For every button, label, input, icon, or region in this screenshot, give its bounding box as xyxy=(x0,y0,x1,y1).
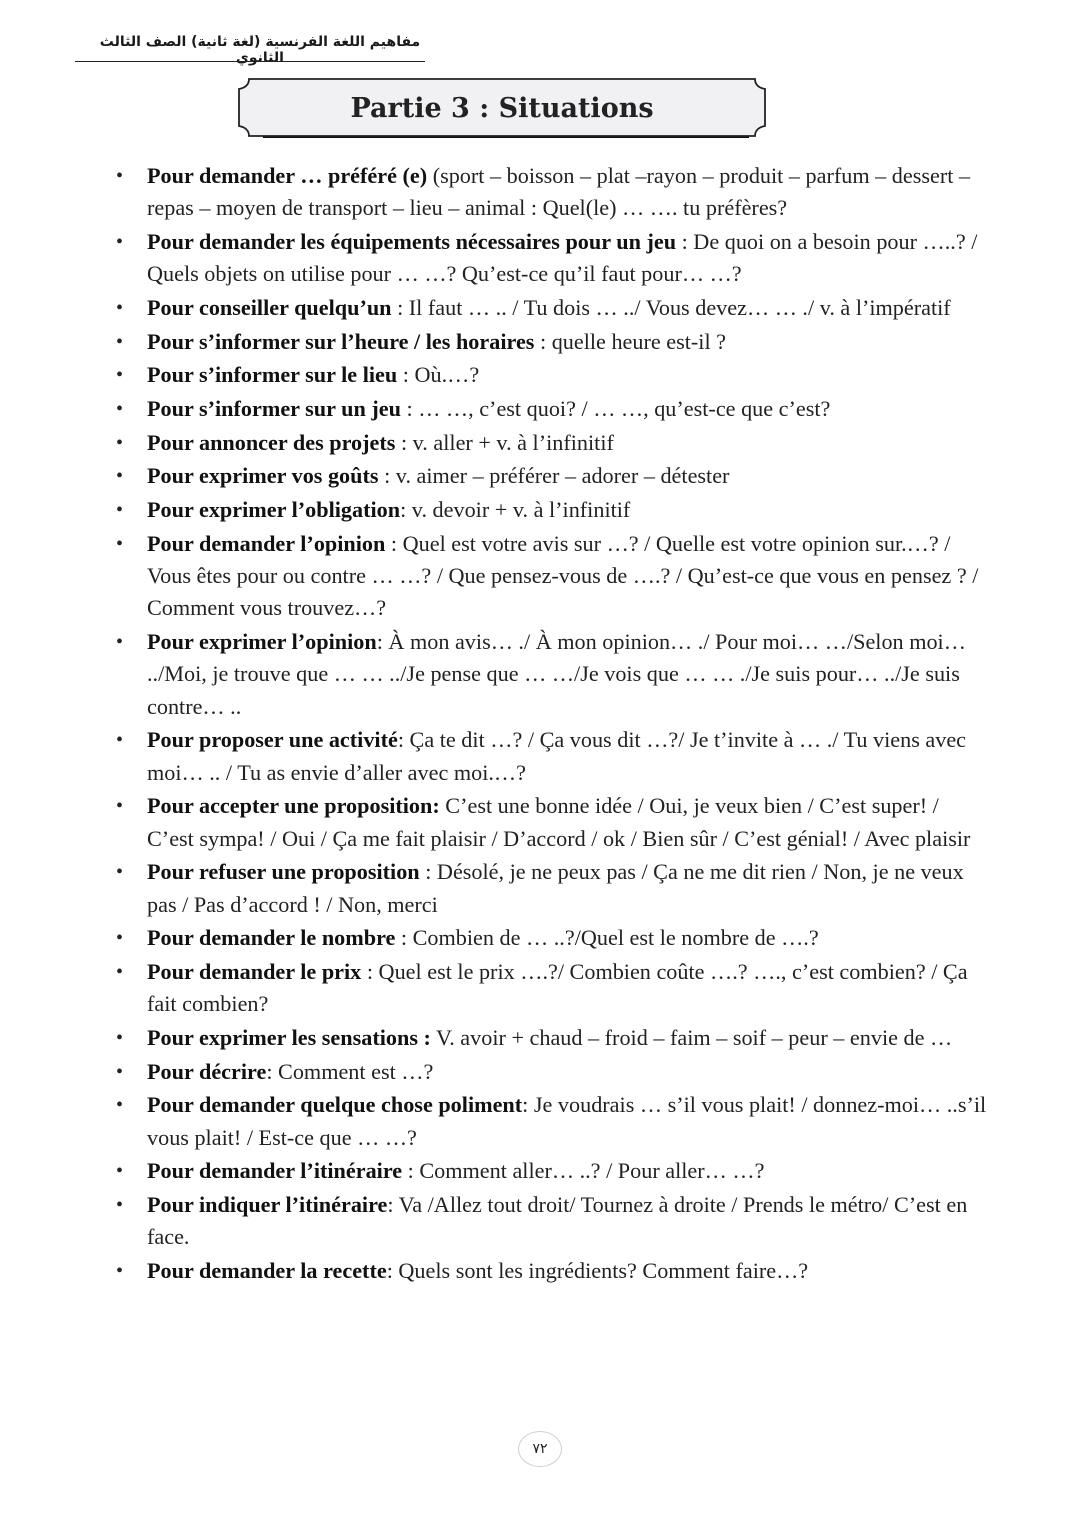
bullet-icon: • xyxy=(116,927,124,950)
item-text: : Quels sont les ingrédients? Comment faire…? xyxy=(386,1258,809,1283)
item-text: : quelle heure est-il ? xyxy=(534,328,727,354)
item-text: : Combien de … ..?/Quel est le nombre de ….? xyxy=(395,925,819,951)
bullet-icon: • xyxy=(116,631,124,654)
bullet-icon: • xyxy=(116,861,124,884)
item-label: Pour accepter une proposition: xyxy=(147,793,440,819)
item-label: Pour exprimer les sensations : xyxy=(147,1024,431,1050)
item-text: : Quel est le prix ….?/ Combien coûte ….? …., c’est combien? / Ça fait combien? xyxy=(147,958,968,1017)
item-text: : v. aller + v. à l’infinitif xyxy=(395,429,614,455)
item-label: Pour exprimer l’opinion xyxy=(147,629,377,655)
list-item xyxy=(110,956,990,1021)
item-text: : v. devoir + v. à l’infinitif xyxy=(400,497,631,523)
item-label: Pour exprimer vos goûts xyxy=(147,463,379,489)
bullet-icon: • xyxy=(116,431,124,454)
list-item xyxy=(110,922,990,954)
bullet-icon: • xyxy=(116,465,124,488)
item-label: Pour refuser une proposition xyxy=(147,859,420,885)
list-item xyxy=(110,393,990,425)
item-label: Pour décrire xyxy=(147,1058,267,1084)
bullet-icon: • xyxy=(116,960,124,983)
item-text: C’est une bonne idée / Oui, je veux bien / C’est super! / C’est sympa! / Oui / Ça me fait plaisir / D’accord / ok / Bien sûr / C’est génial! / Avec plaisir xyxy=(147,793,971,851)
item-label: Pour proposer une activité xyxy=(147,727,398,753)
list-item xyxy=(110,226,990,291)
item-text: : De quoi on a besoin pour …..? / Quels objets on utilise pour … …? Qu’est-ce qu’il faut pour… …? xyxy=(147,228,978,287)
bullet-icon: • xyxy=(116,230,124,253)
item-label: Pour s’informer sur un jeu xyxy=(147,396,401,422)
bullet-icon: • xyxy=(116,1060,124,1083)
list-item xyxy=(110,1155,990,1187)
bullet-icon: • xyxy=(116,729,124,752)
item-label: Pour demander l’opinion xyxy=(147,530,386,556)
item-text: : Comment est …? xyxy=(266,1058,434,1084)
item-text: : Comment aller… ..? / Pour aller… …? xyxy=(402,1158,765,1184)
bullet-icon: • xyxy=(116,1026,124,1049)
item-label: Pour s’informer sur le lieu xyxy=(147,362,398,388)
list-item xyxy=(110,1089,990,1154)
list-item xyxy=(110,292,990,324)
bullet-icon: • xyxy=(116,1094,124,1117)
list-item xyxy=(110,427,990,459)
list-item xyxy=(110,460,990,492)
item-label: Pour s’informer sur l’heure / les horaires xyxy=(147,328,535,354)
item-text: : Où.…? xyxy=(397,362,480,388)
list-item xyxy=(110,494,990,526)
section-title: Partie 3 : Situations xyxy=(350,93,654,124)
bullet-icon: • xyxy=(116,296,124,319)
book-header-title: مفاهيم اللغة الفرنسية (لغة ثانية) الصف الثالث الثانوي xyxy=(99,34,421,66)
bullet-icon: • xyxy=(116,1194,124,1217)
item-text: : Quel est votre avis sur …? / Quelle est votre opinion sur.…? / Vous êtes pour ou contre … …? / Que pensez-vous de ….? / Qu’est-ce que vous en pensez ? / Comment vous trouvez…? xyxy=(147,530,979,621)
page-number: ٧٢ xyxy=(518,1431,562,1467)
list-item xyxy=(110,626,990,723)
list-item xyxy=(110,790,990,855)
item-text: : v. aimer – préférer – adorer – détester xyxy=(378,463,730,489)
list-item xyxy=(110,1255,990,1287)
item-text: (sport – boisson – plat –rayon – produit – parfum – dessert – repas – moyen de transport – lieu – animal : Quel(le) … …. tu préfères? xyxy=(147,163,971,221)
list-item xyxy=(110,724,990,789)
item-label: Pour demander les équipements nécessaires pour un jeu xyxy=(147,228,677,254)
item-label: Pour demander la recette xyxy=(147,1258,387,1283)
item-label: Pour demander le nombre xyxy=(147,925,396,951)
item-text: V. avoir + chaud – froid – faim – soif – peur – envie de … xyxy=(430,1024,953,1050)
bullet-icon: • xyxy=(116,1160,124,1183)
item-label: Pour conseiller quelqu’un xyxy=(147,294,392,320)
item-label: Pour exprimer l’obligation xyxy=(147,497,401,523)
bullet-icon: • xyxy=(116,1260,124,1282)
list-item xyxy=(110,326,990,358)
list-item xyxy=(110,1056,990,1088)
item-text: : À mon avis… ./ À mon opinion… ./ Pour moi… …/Selon moi… ../Moi, je trouve que … … ../Je pense que … …/Je vois que … … ./Je suis pour… ../Je suis contre… .. xyxy=(147,629,966,719)
list-item xyxy=(110,528,990,625)
list-item xyxy=(110,359,990,391)
list-item xyxy=(110,1189,990,1254)
section-title-box xyxy=(237,78,767,138)
item-label: Pour demander quelque chose poliment xyxy=(147,1092,523,1118)
bullet-icon: • xyxy=(116,532,124,555)
list-item xyxy=(110,856,990,921)
list-item xyxy=(110,1022,990,1054)
bullet-icon: • xyxy=(116,795,124,818)
bullet-icon: • xyxy=(116,165,124,187)
situations-list xyxy=(110,160,990,1289)
item-label: Pour demander l’itinéraire xyxy=(147,1158,403,1184)
item-label: Pour demander … préféré (e) xyxy=(147,163,428,188)
item-label: Pour indiquer l’itinéraire xyxy=(147,1192,388,1218)
item-text: : Ça te dit …? / Ça vous dit …?/ Je t’invite à … ./ Tu viens avec moi… .. / Tu as envie d’aller avec moi.…? xyxy=(147,727,967,785)
list-item xyxy=(110,160,990,225)
item-label: Pour demander le prix xyxy=(147,958,362,984)
item-text: : … …, c’est quoi? / … …, qu’est-ce que c’est? xyxy=(400,396,831,422)
item-text: : Je voudrais … s’il vous plait! / donnez-moi… ..s’il vous plait! / Est-ce que … …? xyxy=(147,1092,987,1150)
item-label: Pour annoncer des projets xyxy=(147,429,396,455)
bullet-icon: • xyxy=(116,499,124,522)
item-text: : Désolé, je ne peux pas / Ça ne me dit rien / Non, je ne veux pas / Pas d’accord ! / Non, merci xyxy=(147,859,964,917)
item-text: : Va /Allez tout droit/ Tournez à droite / Prends le métro/ C’est en face. xyxy=(147,1192,968,1250)
item-text: : Il faut … .. / Tu dois … ../ Vous devez… … ./ v. à l’impératif xyxy=(391,294,951,320)
header-divider xyxy=(75,61,425,62)
bullet-icon: • xyxy=(116,364,124,387)
bullet-icon: • xyxy=(116,398,124,421)
bullet-icon: • xyxy=(116,330,124,353)
